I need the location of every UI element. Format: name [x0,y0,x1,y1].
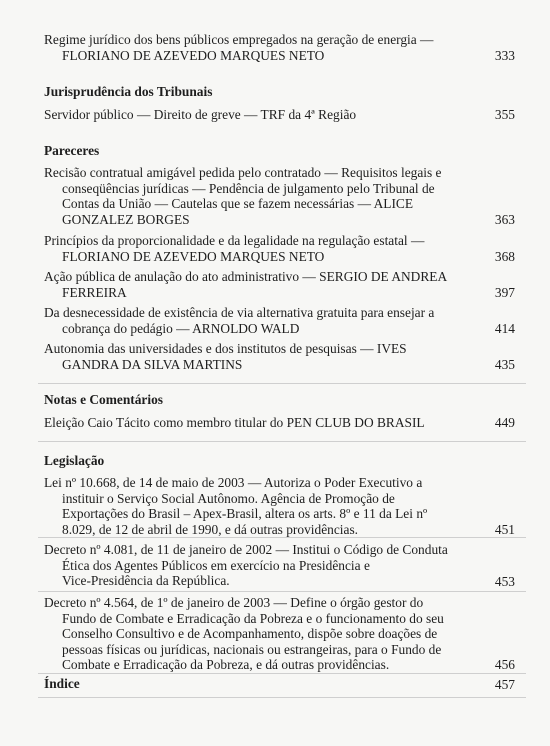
toc-entry [44,107,524,123]
toc-entry-line: FLORIANO DE AZEVEDO MARQUES NETO [62,248,325,264]
toc-entry-line: pessoas físicas ou jurídicas, nacionais ou estrangeiras, para o Fundo de [62,641,442,657]
toc-entry-line: Contas da União — Cautelas que se fazem necessárias — ALICE [62,196,414,212]
section-heading-pareceres: Pareceres [44,143,100,158]
toc-entry-line: FLORIANO DE AZEVEDO MARQUES NETO [62,47,325,63]
toc-entry-line: 8.029, de 12 de abril de 1990, e dá outras providências. [62,521,358,537]
toc-entry-line: Servidor público — Direito de greve — TRF da 4ª Região [44,107,357,122]
toc-entry [44,542,524,589]
toc-entry-line: Vice-Presidência da República. [62,573,230,589]
toc-entry-line: Decreto nº 4.081, de 11 de janeiro de 2002 — Institui o Código de Conduta [44,542,448,557]
toc-entry-line: Princípios da proporcionalidade e da legalidade na regulação estatal — [44,233,425,248]
divider [38,697,526,698]
page-number: 451 [494,522,515,537]
page-number: 457 [494,677,515,692]
page-number: 368 [494,249,515,264]
toc-entry [44,341,524,372]
toc-entry-line: Fundo de Combate e Erradicação da Pobreza e o funcionamento do seu [62,610,444,626]
toc-entry-line: Recisão contratual amigável pedida pelo contratado — Requisitos legais e [44,165,442,180]
divider [38,591,526,592]
toc-entry-line: Da desnecessidade de existência de via alternativa gratuita para ensejar a [44,305,435,320]
toc-entry-line: Ação pública de anulação do ato administrativo — SERGIO DE ANDREA [44,269,448,284]
toc-entry-line: conseqüências jurídicas — Pendência de julgamento pelo Tribunal de [62,180,435,196]
toc-entry-line: GANDRA DA SILVA MARTINS [62,356,243,372]
section-heading-jurisprudencia: Jurisprudência dos Tribunais [44,84,213,99]
toc-entry [44,233,524,264]
divider [38,537,526,538]
toc-entry-line: Regime jurídico dos bens públicos empregados na geração de energia — [44,32,434,47]
divider [38,441,526,442]
toc-entry-line: Exportações do Brasil – Apex-Brasil, altera os arts. 8º e 11 da Lei nº [62,506,428,522]
page-number: 453 [494,574,515,589]
section-heading-legislacao: Legislação [44,453,105,468]
page-number: 414 [494,321,515,336]
divider [38,673,526,674]
toc-entry [44,305,524,336]
toc-entry-line: cobrança do pedágio — ARNOLDO WALD [62,320,300,336]
toc-entry-line: GONZALEZ BORGES [62,211,190,227]
page-number: 435 [494,357,515,372]
toc-entry-line: Lei nº 10.668, de 14 de maio de 2003 — Autoriza o Poder Executivo a [44,475,423,490]
toc-entry [44,595,524,673]
toc-entry-line: Eleição Caio Tácito como membro titular do PEN CLUB DO BRASIL [44,415,425,430]
toc-entry [44,475,524,537]
section-heading-notas: Notas e Comentários [44,392,164,407]
toc-entry-line: Autonomia das universidades e dos institutos de pesquisas — IVES [44,341,407,356]
toc-entry [44,269,524,300]
page-number: 449 [494,415,515,430]
toc-entry [44,415,524,431]
page-number: 456 [494,657,515,672]
divider [38,383,526,384]
toc-entry-line: instituir o Serviço Social Autônomo. Agência de Promoção de [62,490,395,506]
page-number: 333 [494,48,515,63]
toc-entry [44,165,524,227]
toc-entry [44,32,524,63]
page-number: 363 [494,212,515,227]
toc-entry-line: Ética dos Agentes Públicos em exercício na Presidência e [62,557,370,573]
page-number: 397 [494,285,515,300]
page-number: 355 [494,107,515,122]
toc-entry-line: Combate e Erradicação da Pobreza, e dá outras providências. [62,657,390,673]
section-heading-indice: Índice [44,676,80,691]
toc-entry-line: FERREIRA [62,284,127,300]
toc-entry-line: Conselho Consultivo e de Acompanhamento, dispõe sobre doações de [62,626,438,642]
toc-entry-line: Decreto nº 4.564, de 1º de janeiro de 2003 — Define o órgão gestor do [44,595,424,610]
